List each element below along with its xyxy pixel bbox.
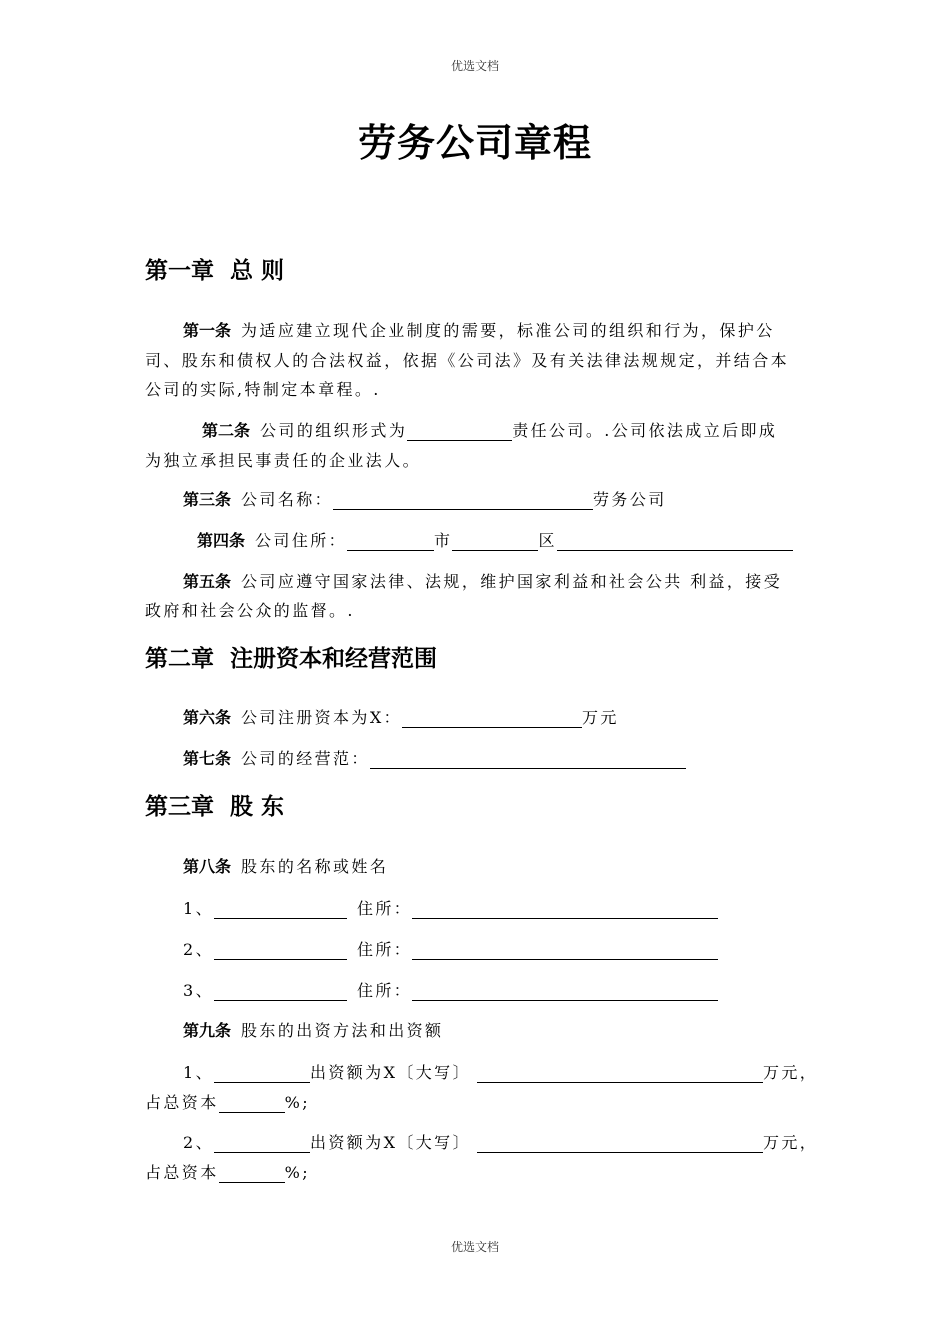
fill-blank-shareholder-name[interactable] xyxy=(214,982,347,1001)
article-2-line-2: 为独立承担民事责任的企业法人。 xyxy=(145,451,422,470)
article-5-line-1 xyxy=(183,572,782,592)
article-label: 第九条 xyxy=(183,1021,232,1040)
fill-blank-city[interactable] xyxy=(347,532,434,551)
contribution-row-line-1 xyxy=(183,1133,818,1153)
article-6 xyxy=(183,708,619,728)
contribution-text: 出资额为X〔大写〕 xyxy=(309,1133,471,1152)
contribution-unit: 万元， xyxy=(762,1133,819,1152)
article-text: 公司注册资本为X： xyxy=(241,708,403,727)
contribution-row-line-2 xyxy=(145,1163,310,1183)
article-text: 公司的组织形式为 xyxy=(260,421,408,440)
article-text: 劳务公司 xyxy=(593,490,667,509)
fill-blank-org-form[interactable] xyxy=(407,422,512,441)
fill-blank-shareholder-address[interactable] xyxy=(412,982,718,1001)
fill-blank-shareholder-name[interactable] xyxy=(214,900,347,919)
fill-blank-percentage[interactable] xyxy=(219,1164,285,1183)
article-text: 股东的出资方法和出资额 xyxy=(241,1021,444,1040)
item-number: 3、 xyxy=(183,981,214,1000)
chapter-2-heading: 第二章 注册资本和经营范围 xyxy=(145,646,438,672)
article-text: 公司应遵守国家法律、法规，维护国家利益和社会公共 利益，接受 xyxy=(241,572,783,591)
article-2-line-1 xyxy=(202,421,777,441)
shareholder-row xyxy=(183,899,718,919)
contribution-row-line-1 xyxy=(183,1063,818,1083)
article-text: 万元 xyxy=(582,708,619,727)
article-text: 责任公司。.公司依法成立后即成 xyxy=(512,421,778,440)
article-9 xyxy=(183,1021,443,1041)
article-text: 市 xyxy=(434,531,453,550)
fill-blank-registered-capital[interactable] xyxy=(402,709,582,728)
fill-blank-percentage[interactable] xyxy=(219,1094,285,1113)
fill-blank-shareholder-address[interactable] xyxy=(412,900,718,919)
item-number: 2、 xyxy=(183,1133,214,1152)
article-1-line-1 xyxy=(183,321,775,341)
item-number: 1、 xyxy=(183,1063,214,1082)
item-number: 2、 xyxy=(183,940,214,959)
article-label: 第三条 xyxy=(183,490,232,509)
article-text: 区 xyxy=(538,531,557,550)
contribution-unit: 万元， xyxy=(762,1063,819,1082)
article-text: 公司名称： xyxy=(241,490,334,509)
contribution-share-label: 占总资本 xyxy=(145,1163,219,1182)
contribution-share-label: 占总资本 xyxy=(145,1093,219,1112)
fill-blank-address[interactable] xyxy=(557,532,793,551)
residence-label: 住所： xyxy=(356,940,413,959)
fill-blank-business-scope[interactable] xyxy=(370,750,686,769)
article-label: 第四条 xyxy=(197,531,246,550)
shareholder-row xyxy=(183,981,718,1001)
contribution-row-line-2 xyxy=(145,1093,310,1113)
percent-sign: %; xyxy=(284,1093,311,1112)
article-label: 第二条 xyxy=(202,421,251,440)
fill-blank-contributor[interactable] xyxy=(214,1064,310,1083)
article-text: 为适应建立现代企业制度的需要，标准公司的组织和行为，保护公 xyxy=(241,321,775,340)
fill-blank-shareholder-name[interactable] xyxy=(214,941,347,960)
article-1-line-3: 公司的实际,特制定本章程。. xyxy=(145,380,381,399)
fill-blank-company-name[interactable] xyxy=(333,491,593,510)
chapter-1-heading: 第一章 总 则 xyxy=(145,258,285,284)
article-4 xyxy=(197,531,793,551)
page-footer: 优选文档 xyxy=(450,1240,499,1254)
fill-blank-amount-uppercase[interactable] xyxy=(477,1134,763,1153)
page-header: 优选文档 xyxy=(450,59,499,73)
article-3 xyxy=(183,490,667,510)
article-7 xyxy=(183,749,686,769)
article-text: 公司住所： xyxy=(255,531,348,550)
fill-blank-amount-uppercase[interactable] xyxy=(477,1064,763,1083)
residence-label: 住所： xyxy=(356,899,413,918)
item-number: 1、 xyxy=(183,899,214,918)
fill-blank-district[interactable] xyxy=(452,532,538,551)
article-label: 第七条 xyxy=(183,749,232,768)
fill-blank-contributor[interactable] xyxy=(214,1134,310,1153)
article-text: 股东的名称或姓名 xyxy=(241,857,389,876)
contribution-text: 出资额为X〔大写〕 xyxy=(309,1063,471,1082)
fill-blank-shareholder-address[interactable] xyxy=(412,941,718,960)
document-title: 劳务公司章程 xyxy=(357,121,592,165)
article-label: 第八条 xyxy=(183,857,232,876)
article-label: 第一条 xyxy=(183,321,232,340)
article-1-line-2: 司、股东和债权人的合法权益，依据《公司法》及有关法律法规规定，并结合本 xyxy=(145,351,790,370)
article-label: 第六条 xyxy=(183,708,232,727)
article-5-line-2: 政府和社会公众的监督。. xyxy=(145,601,355,620)
article-8 xyxy=(183,857,388,877)
percent-sign: %; xyxy=(284,1163,311,1182)
chapter-3-heading: 第三章 股 东 xyxy=(145,794,285,820)
shareholder-row xyxy=(183,940,718,960)
article-text: 公司的经营范： xyxy=(241,749,370,768)
residence-label: 住所： xyxy=(356,981,413,1000)
article-label: 第五条 xyxy=(183,572,232,591)
